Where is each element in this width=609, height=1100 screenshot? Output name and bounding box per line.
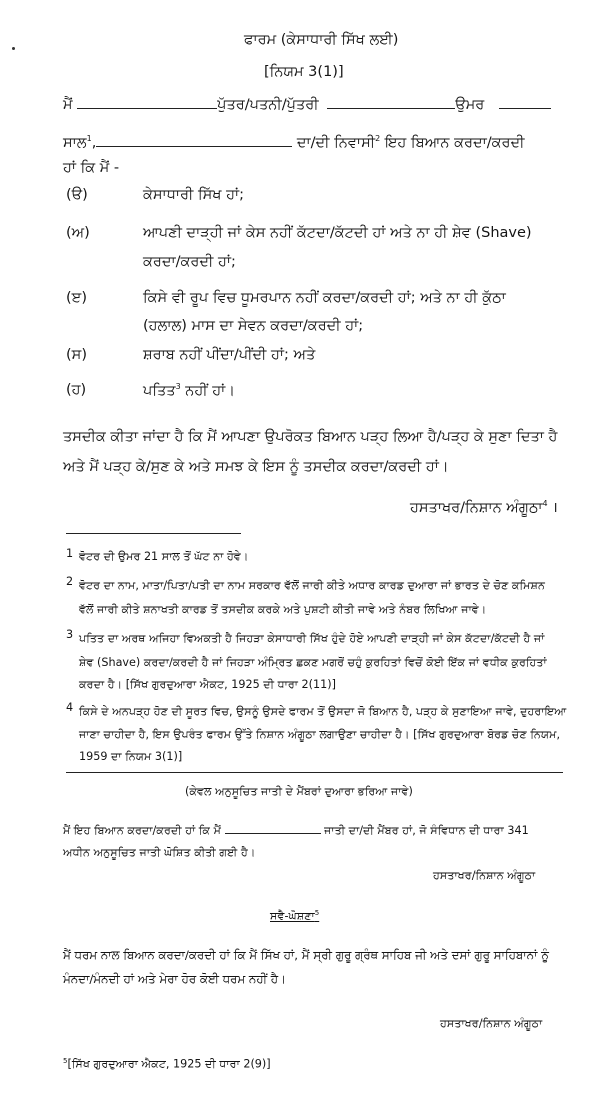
item-marker: (ੳ)	[66, 187, 88, 203]
residence-line: ਸਾਲ$^1$, ਦਾ/ਦੀ ਨਿਵਾਸੀ$^2$ ਇਹ ਬਿਆਨ ਕਰਦਾ/ਕਰਦੀ	[63, 134, 525, 151]
item-marker: (ਸ)	[66, 347, 87, 363]
signature-label: ਹਸਤਾਖਰ/ਨਿਸ਼ਾਨ ਅੰਗੂਠਾ$^4$ ।	[410, 499, 558, 516]
footnote-text: 1959 ਦਾ ਨਿਯਮ 3(1)]	[79, 750, 183, 763]
item-marker: (ੲ)	[66, 290, 87, 306]
item-text-continued: (ਹਲਾਲ) ਮਾਸ ਦਾ ਸੇਵਨ ਕਰਦਾ/ਕਰਦੀ ਹਾਂ;	[143, 318, 364, 334]
item-text: ਆਪਣੀ ਦਾੜ੍ਹੀ ਜਾਂ ਕੇਸ ਨਹੀਂ ਕੱਟਦਾ/ਕੱਟਦੀ ਹਾਂ ਅਤੇ ਨਾ ਹੀ ਸ਼ੇਵ (Shave)	[143, 225, 532, 241]
declaration-intro: ਹਾਂ ਕਿ ਮੈਂ -	[63, 160, 120, 176]
address-blank[interactable]	[96, 146, 292, 147]
item-text: ਕੇਸਾਧਾਰੀ ਸਿੱਖ ਹਾਂ;	[143, 187, 244, 203]
footnote-text: ਵੋਟਰ ਦਾ ਨਾਮ, ਮਾਤਾ/ਪਿਤਾ/ਪਤੀ ਦਾ ਨਾਮ ਸਰਕਾਰ ਵੱਲੋਂ ਜਾਰੀ ਕੀਤੇ ਅਧਾਰ ਕਾਰਡ ਦੁਆਰਾ ਜਾਂ ਭਾਰਤ ਦੇ ਚੋਣ ਕਮਿਸ਼ਨ	[79, 579, 545, 592]
item-text: ਪਤਿਤ$^3$ ਨਹੀਂ ਹਾਂ।	[143, 382, 236, 399]
footnote-text: ਵੱਲੋਂ ਜਾਰੀ ਕੀਤੇ ਸ਼ਨਾਖਤੀ ਕਾਰਡ ਤੋਂ ਤਸਦੀਕ ਕਰਕੇ ਅਤੇ ਪੁਸ਼ਟੀ ਕੀਤੀ ਜਾਵੇ ਅਤੇ ਨੰਬਰ ਲਿਖਿਆ ਜਾਵੇ।	[79, 603, 487, 616]
sal-label: ਸਾਲ	[63, 134, 87, 151]
sc-declaration-line: ਅਧੀਨ ਅਨੁਸੂਚਿਤ ਜਾਤੀ ਘੋਸ਼ਿਤ ਕੀਤੀ ਗਈ ਹੈ।	[63, 846, 256, 859]
age-label: ਉਮਰ	[455, 97, 485, 113]
footnote-text: ਕਰਦਾ ਹੈ। [ਸਿੱਖ ਗੁਰਦੁਆਰਾ ਐਕਟ, 1925 ਦੀ ਧਾਰਾ 2(11)]	[79, 678, 336, 691]
verification-line: ਅਤੇ ਮੈਂ ਪੜ੍ਹ ਕੇ/ਸੁਣ ਕੇ ਅਤੇ ਸਮਝ ਕੇ ਇਸ ਨੂੰ ਤਸਦੀਕ ਕਰਦਾ/ਕਰਦੀ ਹਾਂ।	[63, 459, 449, 475]
footnote-text: ਸ਼ੇਵ (Shave) ਕਰਦਾ/ਕਰਦੀ ਹੈ ਜਾਂ ਜਿਹੜਾ ਅੰਮ੍ਰਿਤ ਛਕਣ ਮਗਰੋਂ ਚਹੁੰ ਕੁਰਹਿਤਾਂ ਵਿਚੋਂ ਕੋਈ ਇੱਕ ਜਾਂ ਵਧੀਕ ਕੁਰਹਿਤਾਂ	[79, 656, 547, 669]
footnote-separator	[66, 533, 241, 534]
section-divider	[66, 772, 563, 773]
rule-reference: [ਨਿਯਮ 3(1)]	[264, 64, 344, 80]
form-title: ਫਾਰਮ (ਕੇਸਾਧਾਰੀ ਸਿੱਖ ਲਈ)	[244, 32, 399, 48]
item-text: ਸ਼ਰਾਬ ਨਹੀਂ ਪੀਂਦਾ/ਪੀਂਦੀ ਹਾਂ; ਅਤੇ	[143, 347, 316, 363]
footnote-text: ਜਾਣਾ ਚਾਹੀਦਾ ਹੈ, ਇਸ ਉਪਰੰਤ ਫਾਰਮ ਉੱਤੇ ਨਿਸ਼ਾਨ ਅੰਗੂਠਾ ਲਗਾਉਣਾ ਚਾਹੀਦਾ ਹੈ। [ਸਿੱਖ ਗੁਰਦੁਆਰਾ ਬੋਰਡ ਚੋਣ ਨਿਯਮ,	[79, 728, 561, 741]
item-marker: (ਅ)	[66, 225, 90, 241]
sc-signature-label: ਹਸਤਾਖਰ/ਨਿਸ਼ਾਨ ਅੰਗੂਠਾ	[433, 869, 536, 882]
footnote-5: $^5$[ਸਿੱਖ ਗੁਰਦੁਆਰਾ ਐਕਟ, 1925 ਦੀ ਧਾਰਾ 2(9)]	[63, 1057, 271, 1071]
oath-line: ਮੈਂ ਧਰਮ ਨਾਲ ਬਿਆਨ ਕਰਦਾ/ਕਰਦੀ ਹਾਂ ਕਿ ਮੈਂ ਸਿੱਖ ਹਾਂ, ਮੈਂ ਸ੍ਰੀ ਗੁਰੂ ਗ੍ਰੰਥ ਸਾਹਿਬ ਜੀ ਅਤੇ ਦਸਾਂ ਗੁਰੂ ਸਾਹਿਬਾਨਾਂ ਨੂੰ	[63, 948, 549, 962]
main-label: ਮੈਂ	[63, 97, 73, 113]
footnote-text: ਕਿਸੇ ਦੇ ਅਨਪੜ੍ਹ ਹੋਣ ਦੀ ਸੂਰਤ ਵਿਚ, ਉਸਨੂੰ ਉਸਦੇ ਫਾਰਮ ਤੋਂ ਉਸਦਾ ਜੋ ਬਿਆਨ ਹੈ, ਪੜ੍ਹ ਕੇ ਸੁਣਾਇਆ ਜਾਵੇ, ਦੁਹਰਾਇਆ	[79, 705, 567, 718]
declare-label: ਇਹ ਬਿਆਨ ਕਰਦਾ/ਕਰਦੀ	[384, 134, 525, 151]
oath-title: ਸਵੈ-ਘੋਸ਼ਣਾ$^5$	[270, 909, 320, 923]
name-blank[interactable]	[77, 108, 217, 109]
oath-signature-label: ਹਸਤਾਖਰ/ਨਿਸ਼ਾਨ ਅੰਗੂਠਾ	[440, 1017, 543, 1030]
resident-label: ਦਾ/ਦੀ ਨਿਵਾਸੀ	[296, 134, 376, 151]
declarant-line	[63, 97, 551, 113]
footnote-number: 4	[66, 701, 74, 714]
footnote-number: 3	[66, 628, 74, 641]
item-text-continued: ਕਰਦਾ/ਕਰਦੀ ਹਾਂ;	[143, 254, 236, 270]
relation-label: ਪੁੱਤਰ/ਪਤਨੀ/ਪੁੱਤਰੀ	[217, 97, 319, 113]
sc-section-title: (ਕੇਵਲ ਅਨੁਸੂਚਿਤ ਜਾਤੀ ਦੇ ਮੈਂਬਰਾਂ ਦੁਆਰਾ ਭਰਿਆ ਜਾਵੇ)	[185, 785, 413, 798]
verification-line: ਤਸਦੀਕ ਕੀਤਾ ਜਾਂਦਾ ਹੈ ਕਿ ਮੈਂ ਆਪਣਾ ਉਪਰੋਕਤ ਬਿਆਨ ਪੜ੍ਹ ਲਿਆ ਹੈ/ਪੜ੍ਹ ਕੇ ਸੁਣਾ ਦਿਤਾ ਹੈ	[63, 429, 558, 445]
oath-line: ਮੰਨਦਾ/ਮੰਨਦੀ ਹਾਂ ਅਤੇ ਮੇਰਾ ਹੋਰ ਕੋਈ ਧਰਮ ਨਹੀਂ ਹੈ।	[63, 972, 286, 986]
relative-name-blank[interactable]	[327, 108, 455, 109]
scan-speck	[12, 47, 15, 50]
sc-declaration-line: ਮੈਂ ਇਹ ਬਿਆਨ ਕਰਦਾ/ਕਰਦੀ ਹਾਂ ਕਿ ਮੈਂ ਜਾਤੀ ਦਾ/ਦੀ ਮੈਂਬਰ ਹਾਂ, ਜੋ ਸੰਵਿਧਾਨ ਦੀ ਧਾਰਾ 341	[63, 824, 529, 837]
footnote-text: ਵੋਟਰ ਦੀ ਉਮਰ 21 ਸਾਲ ਤੋਂ ਘੱਟ ਨਾ ਹੋਵੇ।	[79, 550, 249, 563]
footnote-text: ਪਤਿਤ ਦਾ ਅਰਥ ਅਜਿਹਾ ਵਿਅਕਤੀ ਹੈ ਜਿਹੜਾ ਕੇਸਾਧਾਰੀ ਸਿੱਖ ਹੁੰਦੇ ਹੋਏ ਆਪਣੀ ਦਾੜ੍ਹੀ ਜਾਂ ਕੇਸ ਕੱਟਦਾ/ਕੱਟਦੀ ਹੈ ਜਾਂ	[79, 632, 545, 645]
caste-blank[interactable]	[225, 833, 321, 834]
item-marker: (ਹ)	[66, 382, 87, 398]
footnote-number: 2	[66, 575, 74, 588]
age-blank[interactable]	[499, 108, 551, 109]
footnote-number: 1	[66, 547, 74, 560]
item-text: ਕਿਸੇ ਵੀ ਰੂਪ ਵਿਚ ਧੂਮਰਪਾਨ ਨਹੀਂ ਕਰਦਾ/ਕਰਦੀ ਹਾਂ; ਅਤੇ ਨਾ ਹੀ ਕੁੱਠਾ	[143, 290, 506, 306]
